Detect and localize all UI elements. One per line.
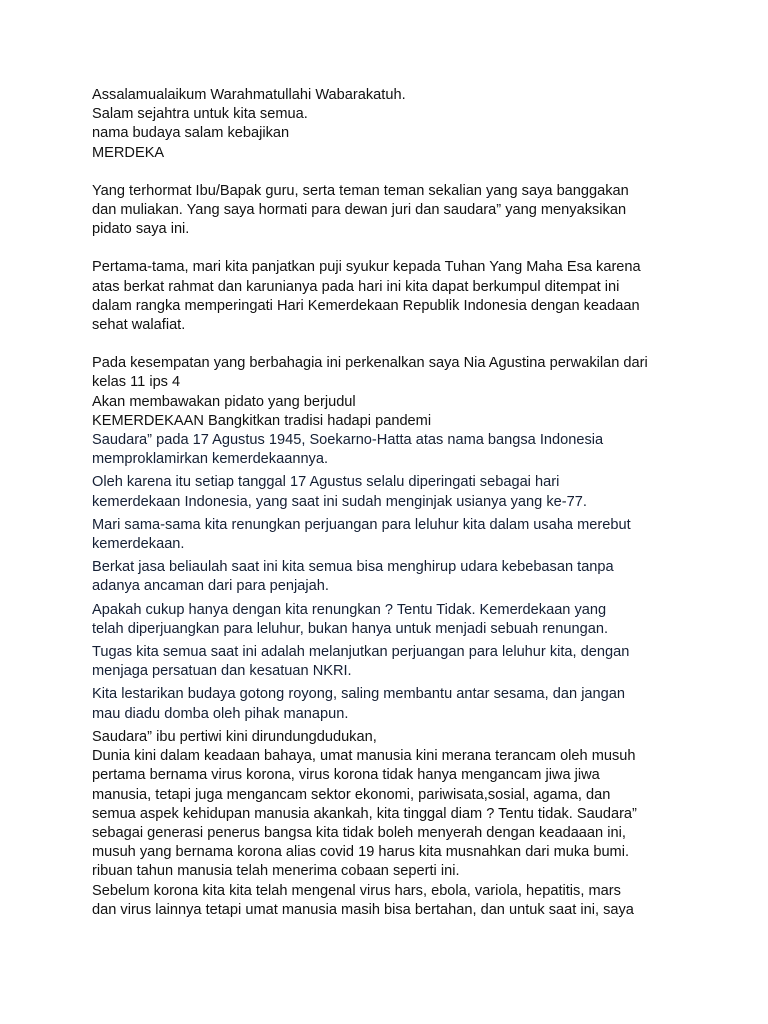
paragraph-gap [92,163,682,182]
text-line: menjaga persatuan dan kesatuan NKRI. [92,663,352,680]
text-line: Apakah cukup hanya dengan kita renungkan ? Tentu Tidak. Kemerdekaan yang [92,601,607,618]
text-line: Oleh karena itu setiap tanggal 17 Agustus selalu diperingati sebagai hari [92,474,560,491]
greeting-line: Assalamualaikum Warahmatullahi Wabarakatuh. [92,87,406,103]
text-line: pidato saya ini. [92,221,190,238]
text-line: dalam rangka memperingati Hari Kemerdekaan Republik Indonesia dengan keadaan [92,297,640,314]
body-paragraph [92,516,682,554]
text-line: atas berkat rahmat dan karunianya pada hari ini kita dapat berkumpul ditempat ini [92,278,620,295]
greeting-block [92,86,682,163]
text-line: Sebelum korona kita kita telah mengenal virus hars, ebola, variola, hepatitis, mars [92,882,621,899]
text-line: musuh yang bernama korona alias covid 19 harus kita musnahkan dari muka bumi. [92,844,630,861]
body-paragraph [92,473,682,511]
text-line: dan virus lainnya tetapi umat manusia masih bisa bertahan, dan untuk saat ini, saya [92,901,634,918]
text-line: sehat walafiat. [92,317,186,334]
text-line: Tugas kita semua saat ini adalah melanjutkan perjuangan para leluhur kita, dengan [92,644,630,661]
text-line: memproklamirkan kemerdekaannya. [92,451,329,468]
speech-text [92,86,682,920]
body-paragraph [92,431,682,469]
closing-paragraph [92,728,682,920]
paragraph-introduction [92,354,682,431]
text-line: kemerdekaan. [92,536,185,553]
text-line: Kita lestarikan budaya gotong royong, saling membantu antar sesama, dan jangan [92,686,626,703]
text-line: kemerdekaan Indonesia, yang saat ini sudah menginjak usianya yang ke-77. [92,493,587,510]
text-line: Akan membawakan pidato yang berjudul [92,393,356,410]
text-line: semua aspek kehidupan manusia akankah, kita tinggal diam ? Tentu tidak. Saudara” [92,805,637,822]
speech-title: KEMERDEKAAN Bangkitkan tradisi hadapi pandemi [92,412,432,429]
text-line: Yang terhormat Ibu/Bapak guru, serta teman teman sekalian yang saya banggakan [92,182,629,199]
paragraph-gap [92,239,682,258]
greeting-line: MERDEKA [92,144,165,161]
text-line: mau diadu domba oleh pihak manapun. [92,705,349,722]
text-line: pertama bernama virus korona, virus korona tidak hanya mengancam jiwa jiwa [92,767,600,784]
text-line: Pertama-tama, mari kita panjatkan puji syukur kepada Tuhan Yang Maha Esa karena [92,259,641,276]
text-line: telah diperjuangkan para leluhur, bukan hanya untuk menjadi sebuah renungan. [92,620,609,637]
text-line: adanya ancaman dari para penjajah. [92,578,329,595]
greeting-line: Salam sejahtra untuk kita semua. [92,106,308,123]
text-line: manusia, tetapi juga mengancam sektor ekonomi, pariwisata,sosial, agama, dan [92,786,611,803]
body-paragraph [92,643,682,681]
text-line: Berkat jasa beliaulah saat ini kita semua bisa menghirup udara kebebasan tanpa [92,559,614,576]
text-line: kelas 11 ips 4 [92,374,181,391]
text-line: ribuan tahun manusia telah menerima cobaan seperti ini. [92,863,460,880]
text-line: Pada kesempatan yang berbahagia ini perkenalkan saya Nia Agustina perwakilan dari [92,355,648,372]
paragraph-gratitude [92,258,682,335]
body-paragraph [92,601,682,639]
text-line: dan muliakan. Yang saya hormati para dewan juri dan saudara” yang menyaksikan [92,202,627,219]
text-line: Saudara” ibu pertiwi kini dirundungdudukan, [92,728,377,745]
text-line: sebagai generasi penerus bangsa kita tidak boleh menyerah dengan keadaaan ini, [92,824,626,841]
text-line: Saudara” pada 17 Agustus 1945, Soekarno-Hatta atas nama bangsa Indonesia [92,432,604,449]
text-line: Mari sama-sama kita renungkan perjuangan para leluhur kita dalam usaha merebut [92,516,631,533]
body-paragraph [92,558,682,596]
body-paragraph [92,685,682,723]
paragraph-respect [92,182,682,240]
greeting-line: nama budaya salam kebajikan [92,125,290,142]
text-line: Dunia kini dalam keadaan bahaya, umat manusia kini merana terancam oleh musuh [92,748,636,765]
paragraph-gap [92,335,682,354]
